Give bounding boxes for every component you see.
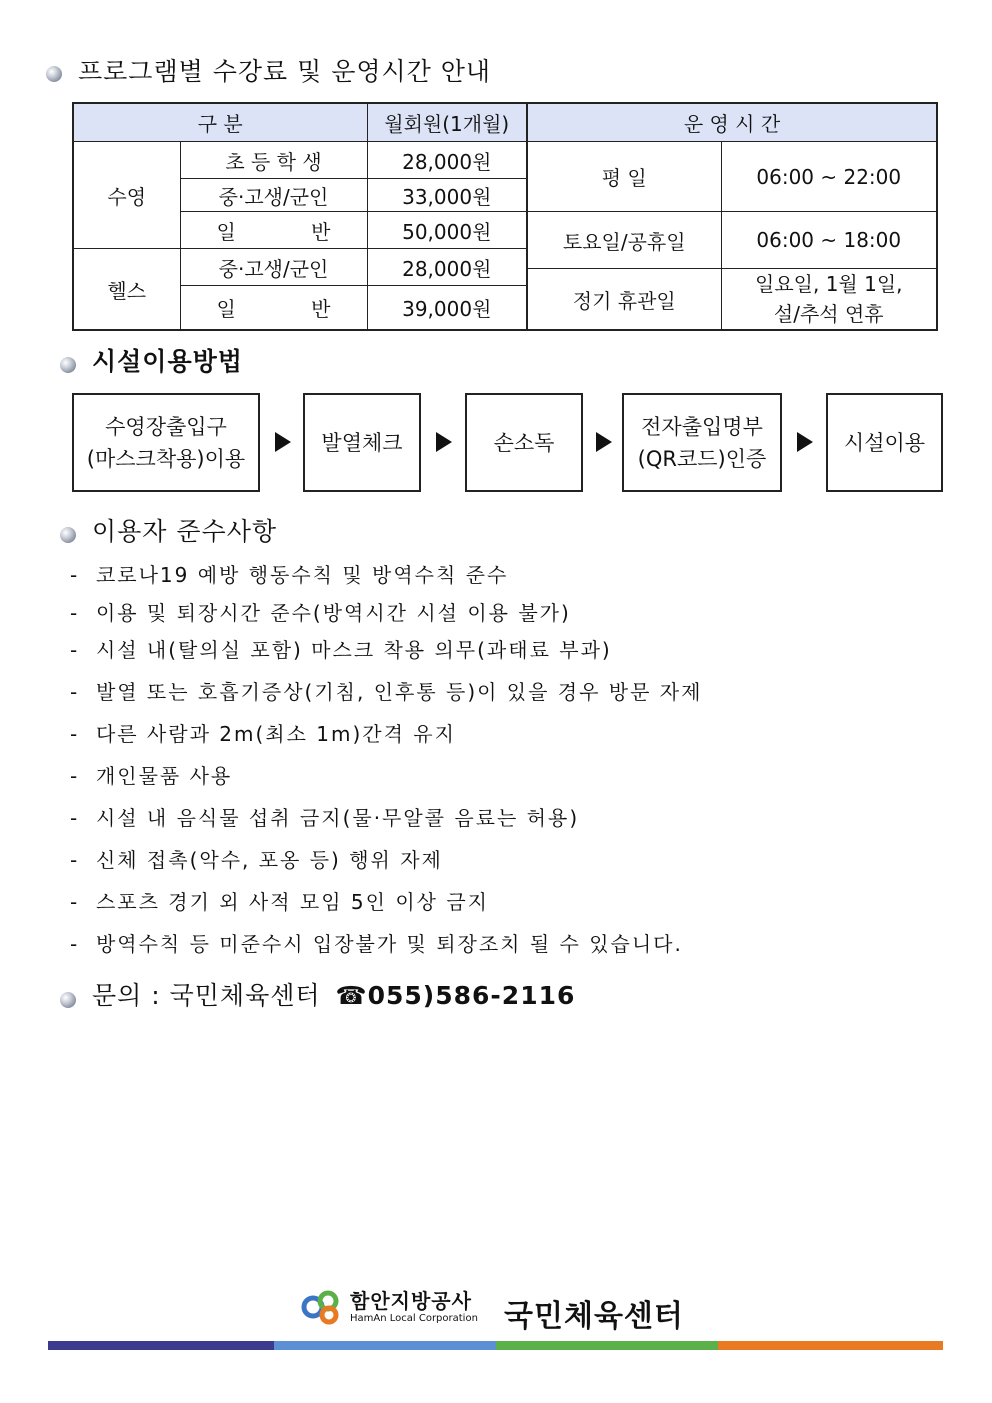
swim-group-elementary: 초 등 학 생 xyxy=(180,142,367,179)
swim-fee-elementary: 28,000원 xyxy=(367,142,527,179)
footer-bar-segment xyxy=(48,1341,274,1350)
health-label: 헬스 xyxy=(73,249,180,331)
swim-fee-general: 50,000원 xyxy=(367,212,527,249)
arrow-right-icon xyxy=(596,432,612,452)
swim-group-general: 일 반 xyxy=(180,212,367,249)
org-name-ko: 함안지방공사 xyxy=(350,1289,472,1313)
swim-label: 수영 xyxy=(73,142,180,249)
health-group-student: 중·고생/군인 xyxy=(180,249,367,286)
center-name: 국민체육센터 xyxy=(504,1299,684,1334)
flow-step-sanitize: 손소독 xyxy=(465,393,583,492)
fee-table xyxy=(72,102,938,331)
arrow-right-icon xyxy=(436,432,452,452)
rule-item: - 신체 접촉(악수, 포옹 등) 행위 자제 xyxy=(70,848,443,872)
rule-item: - 이용 및 퇴장시간 준수(방역시간 시설 이용 불가) xyxy=(70,601,571,625)
health-fee-student: 28,000원 xyxy=(367,249,527,286)
header-monthly-fee: 월회원(1개월) xyxy=(367,103,527,142)
section-title-rules: 이용자 준수사항 xyxy=(92,517,277,546)
flow-step-entrance: 수영장출입구 (마스크착용)이용 xyxy=(72,393,260,492)
swim-group-student: 중·고생/군인 xyxy=(180,179,367,212)
contact-line xyxy=(92,976,575,1012)
footer-bar-segment xyxy=(274,1341,496,1350)
section-bullet-icon xyxy=(46,66,62,82)
arrow-right-icon xyxy=(275,432,291,452)
rule-item: - 시설 내(탈의실 포함) 마스크 착용 의무(과태료 부과) xyxy=(70,638,612,662)
phone-icon: ☎ xyxy=(335,981,368,1010)
rule-item: - 코로나19 예방 행동수칙 및 방역수칙 준수 xyxy=(70,563,509,587)
hours-day-weekend: 토요일/공휴일 xyxy=(527,212,721,269)
flow-step-use-facility: 시설이용 xyxy=(826,393,943,492)
header-category: 구 분 xyxy=(73,103,367,142)
flow-step-fever-check: 발열체크 xyxy=(303,393,421,492)
section-title-usage: 시설이용방법 xyxy=(92,347,243,376)
corporation-logo-icon xyxy=(298,1287,346,1327)
footer-logo xyxy=(298,1287,698,1334)
hours-time-closed: 일요일, 1월 1일, 설/추석 연휴 xyxy=(721,269,937,331)
section-title-fees: 프로그램별 수강료 및 운영시간 안내 xyxy=(78,57,492,86)
hours-day-closed: 정기 휴관일 xyxy=(527,269,721,331)
rule-item: - 개인물품 사용 xyxy=(70,764,233,788)
section-bullet-icon xyxy=(60,527,76,543)
swim-fee-student: 33,000원 xyxy=(367,179,527,212)
flow-step-qr-register: 전자출입명부 (QR코드)인증 xyxy=(622,393,782,492)
rule-item: - 다른 사람과 2m(최소 1m)간격 유지 xyxy=(70,722,456,746)
org-name-en: HamAn Local Corporation xyxy=(350,1313,478,1324)
rule-item: - 방역수칙 등 미준수시 입장불가 및 퇴장조치 될 수 있습니다. xyxy=(70,932,683,956)
health-fee-general: 39,000원 xyxy=(367,286,527,330)
rule-item: - 시설 내 음식물 섭취 금지(물·무알콜 음료는 허용) xyxy=(70,806,580,830)
hours-time-weekend: 06:00 ~ 18:00 xyxy=(721,212,937,269)
footer-bar-segment xyxy=(496,1341,718,1350)
arrow-right-icon xyxy=(797,432,813,452)
contact-label: 문의 : 국민체육센터 xyxy=(92,981,321,1010)
footer-bar-segment xyxy=(718,1341,943,1350)
rule-item: - 발열 또는 호흡기증상(기침, 인후통 등)이 있을 경우 방문 자제 xyxy=(70,680,703,704)
section-bullet-icon xyxy=(60,357,76,373)
hours-time-weekday: 06:00 ~ 22:00 xyxy=(721,142,937,212)
section-bullet-icon xyxy=(60,992,76,1008)
contact-phone: 055)586-2116 xyxy=(367,981,576,1010)
header-hours: 운 영 시 간 xyxy=(527,103,937,142)
rule-item: - 스포츠 경기 외 사적 모임 5인 이상 금지 xyxy=(70,890,489,914)
hours-day-weekday: 평 일 xyxy=(527,142,721,212)
health-group-general: 일 반 xyxy=(180,286,367,330)
